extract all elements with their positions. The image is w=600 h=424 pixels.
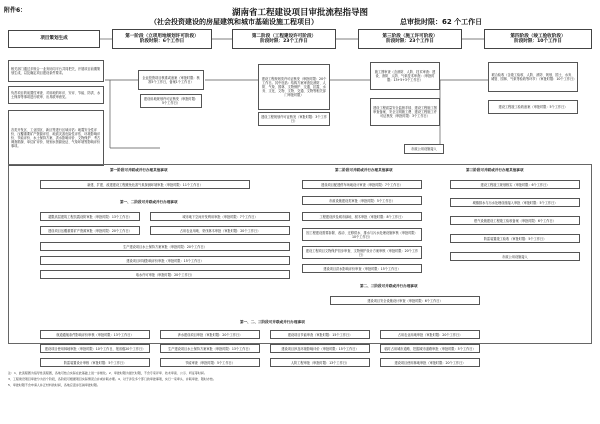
s123-item-4: 占用农业用地审批（审批时限：20个工作日） (380, 330, 480, 339)
s12-title: 第一、二阶段可并联或并行办理事项 (120, 200, 178, 204)
public-facility-box: 市政公用设施接入 (404, 144, 444, 154)
stage4-box-1: 联合验收（含竣工验收、人防、消防、规划、国土、水务、城管、园林、气象等验收等环节）（审批时限：10个工作日） (488, 62, 578, 92)
s123-item-9: 防雷装置设计审核（审批时限：5个工作日） (40, 358, 150, 367)
s3-item-4: 防雷装置竣工验收（审批时限：5个工作日） (450, 234, 580, 243)
s12-item-6: 建设项目环境影响评价审批（审批时限：15个工作日） (40, 256, 290, 265)
phase-4-name: 第四阶段（竣工验收阶段） (510, 33, 566, 39)
s123-item-6: 生产建设项目水土保持方案审批（审批时限：13个工作日） (160, 344, 260, 353)
s2-item-2: 市政设施建设类审批（审批时限：5个工作日） (302, 196, 422, 205)
phase-planning-name: 项目策划生成 (40, 36, 68, 42)
stage1-box-2: 建设用地规划许可证核发（审批时限：5个工作日） (140, 94, 202, 108)
s23-item-1: 建设项目安全设施设计审查（审批时限：6个工作日） (330, 296, 480, 305)
s123-item-3: 建设项目节能审查（审批时限：15个工作日） (270, 330, 370, 339)
s2-item-5: 建设工程项目文物保护初步审查、文物保护设计方案审核（审批时限：20个工作日） (302, 246, 422, 259)
note-line-1: 注：1、此流程图为指导性流程图，各地可结合实际在此基础上进一步细化。2、审批时限为最长时限，不含专家评审、技术审查、公示、听证等时间。 (8, 371, 207, 375)
note-line-3: 5、审批时限不含申请人补正材料的时间，各地应逐步压减审批时限。 (8, 383, 100, 387)
planning-box-1: 相关部门通过多规合一业务协同平台共同把关，开展项目前期策划生成，以及确定项目建设条件要求。 (8, 60, 104, 82)
phase-4-time: 阶段时限：10个工作日 (514, 39, 562, 44)
s12-item-5: 生产建设项目水土保持方案审批（审批时限：20个工作日） (40, 242, 290, 251)
s123-item-12: 建设项目使用林地审批（审批时限：20个工作日） (380, 358, 480, 367)
s12-item-1: 超限高层建筑工程抗震设防审批（审批时限：13个工作日） (40, 212, 140, 221)
s1-item-1: 新建、扩建、改建建设工程避免危害气象探测环境审批（审批时限：11个工作日） (40, 180, 250, 189)
planning-box-2: 负责项目的前置性审查、对用地的环评、安评、节能、防洪、水土保持等事项进行联审、出具联审意见。 (8, 86, 104, 104)
s123-item-5: 建设项目使用林地审批（审批时限：10个工作日，报省级20个工作日） (40, 344, 150, 353)
s123-item-1: 航道通航条件影响评价审核（审批时限：13个工作日） (40, 330, 150, 339)
stage4-box-2: 建设工程竣工验收备案（审批时限：5个工作日） (488, 100, 578, 114)
stage2-box-2: 建设工程规划许可证核发（审批时限：3个工作日） (258, 112, 330, 126)
phase-3-name: 第三阶段（施工许可阶段） (382, 33, 438, 39)
s123-title: 第一、二、三阶段可并联或并行办理事项 (240, 320, 305, 324)
s3-item-1: 建设工程竣工规划核实（审批时限：6个工作日） (450, 180, 580, 189)
s3-item-3: 燃气设施建设工程竣工验收备案（审批时限：6个工作日） (450, 216, 580, 225)
s3-item-2: 城镇排水与污水处理设施接入审批（审批时限：5个工作日） (450, 198, 580, 207)
s3-title: 第三阶段可并联或并行办理其他事项 (466, 168, 524, 172)
s2-item-6: 建设项目洪水影响评价审查（审批时限：15个工作日） (302, 264, 422, 273)
stage1-box-1: 企业投资项目核准或备案（审批时限：核准5个工作日，备案1个工作日） (138, 70, 204, 90)
page-subtitle: （社会投资建设的房屋建筑和城市基础设施工程项目） (150, 18, 318, 26)
note-line-2: 3、工程建设项目审批分为四个阶段，各阶段可根据项目实际情况合并或并联办理。4、对于涉及多个部门的审批事项，实行一家牵头、并联审批、限时办结。 (8, 377, 216, 381)
page-title: 湖南省工程建设项目审批流程指导图 (231, 8, 368, 18)
s2-item-1: 建设项目配建停车场地设计审查（审批时限：7个工作日） (302, 180, 422, 189)
s12-item-7: 取水许可审批（审批时限：20个工作日） (40, 270, 290, 279)
phase-2-time: 阶段时限：23个工作日 (260, 39, 308, 44)
phase-2-name: 第二阶段（工程建设许可阶段） (251, 33, 317, 39)
s123-item-7: 建设项目涉及环境影响评价（审批时限：15个工作日） (270, 344, 370, 353)
s2-item-4: 因工程建设需要拆除、改动、迁移供水、排水与污水处理设施审核（审批时限：10个工作日） (302, 228, 422, 241)
stage2-box-1: 建设工程规划类许可证核发（审批时限：20个工作日。其中包括：结构方案审查及消防、人防、气象、园林、文物保护、交通、抗震、水务、文化、文物、文物、交通、文物等相关部门审批时限） (258, 64, 330, 110)
s3-item-5: 市政公用设施接入 (450, 252, 580, 261)
s2-title: 第二阶段可并联或并行办理其他事项 (335, 168, 393, 172)
s2-item-3: 工程建设涉及城市绿地、树木审批（审批时限：8个工作日） (302, 212, 422, 221)
phase-1-time: 阶段时限：6个工作日 (139, 39, 185, 44)
s12-item-4: 占用农业用地、采伐林木审批（审批时限：20个工作日） (150, 226, 290, 235)
s12-item-2: 城市地下空间开发利用审批（审批时限：7个工作日） (150, 212, 290, 221)
total-time: 总审批时限：62 个工作日 (400, 18, 483, 26)
s23-title: 第二、三阶段可并联或并行办理事项 (360, 284, 418, 288)
attachment-label: 附件6： (4, 7, 27, 14)
phase-3-time: 阶段时限：23个工作日 (386, 39, 434, 44)
s1-title: 第一阶段可并联或并行办理其他事项 (110, 168, 168, 172)
s123-item-10: 节能审查（审批时限：5个工作日） (160, 358, 260, 367)
s12-item-3: 建设项目压覆重要矿产资源审批（审批时限：20个工作日） (40, 226, 140, 235)
stage3-box-1: 施工图审查（含消防、人防、技术审查：建设、消防、人防、气象技术审查）（审批时限：13+5+3个工作日） (370, 62, 440, 90)
stage3-box-2: 建设工程质量安全监督手续、建设工程施工图审查备案、安全文明施工费、建设工程施工许可证核发（审批时限：3个工作日） (370, 98, 440, 126)
planning-box-3: 各类开发区、工业园区、新区等进行区域评估：地震安全性评价、压覆重要矿产资源评估、地质灾害危险性评估、环境影响评价、节能评价、水土保持方案、洪水影响评价、文物保护、考古调查勘探、单位矿评价、规划水资源论证、气象环境等影响评价事项。 (8, 110, 104, 166)
s123-item-2: 涉水建设项目审批（审批时限：20个工作日） (160, 330, 260, 339)
s123-item-8: 临时占用城市道路、挖掘城市道路审批（审批时限：5个工作日） (380, 344, 480, 353)
s123-item-11: 人防工程审批（审批时限：13个工作日） (270, 358, 370, 367)
phase-1-name: 第一阶段（立项用地规划许可阶段） (125, 33, 199, 39)
